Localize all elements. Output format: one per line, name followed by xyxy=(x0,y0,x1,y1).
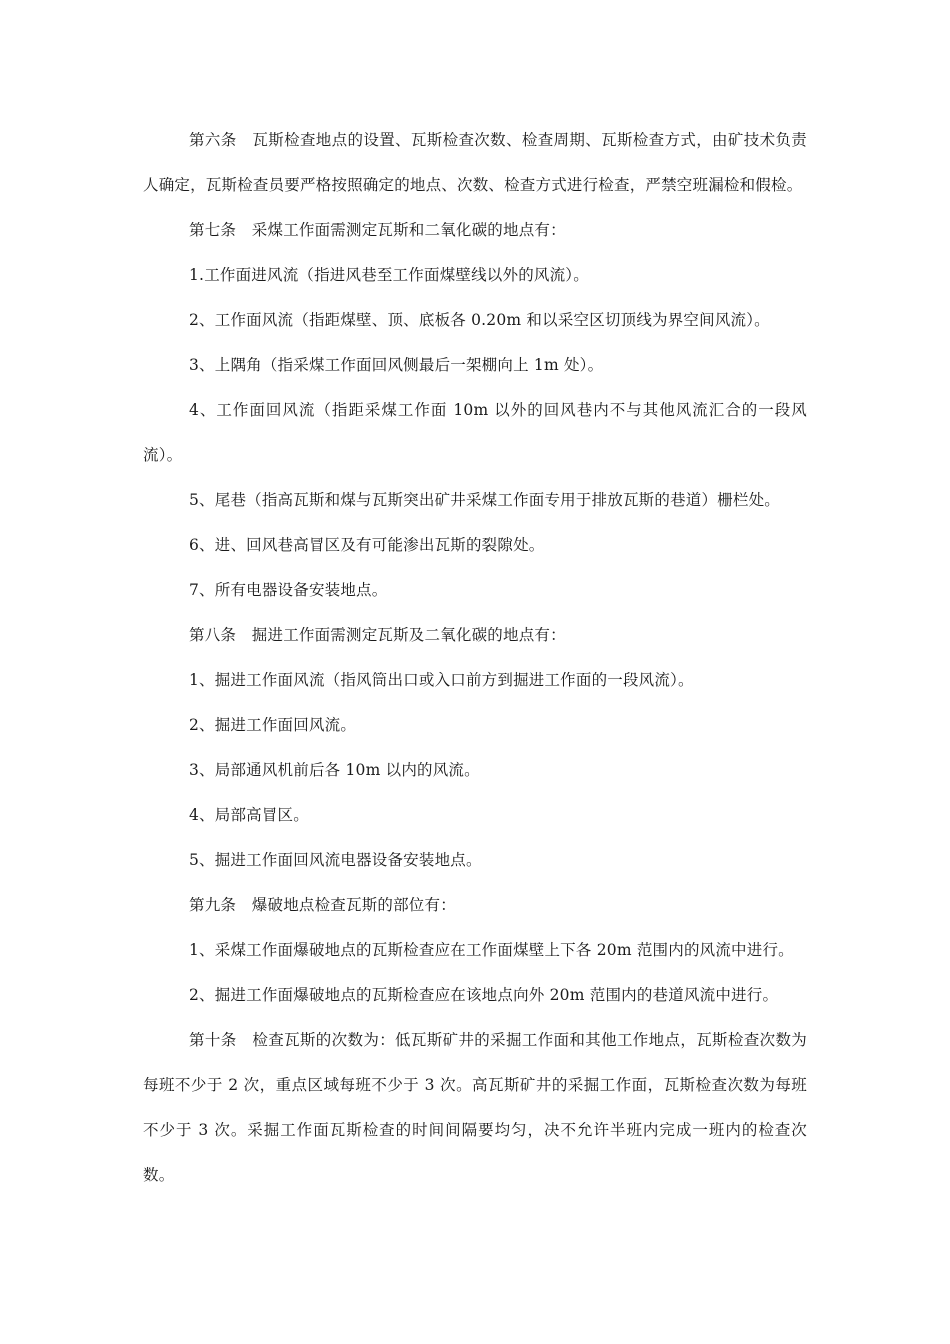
article-7-item-2: 2、工作面风流（指距煤壁、顶、底板各 0.20m 和以采空区切顶线为界空间风流）。 xyxy=(189,311,770,329)
article-7-item-1: 1.工作面进风流（指进风巷至工作面煤壁线以外的风流）。 xyxy=(189,266,589,284)
article-7-item-6: 6、进、回风巷高冒区及有可能渗出瓦斯的裂隙处。 xyxy=(189,536,545,554)
article-10-paragraph: 第十条 检查瓦斯的次数为：低瓦斯矿井的采掘工作面和其他工作地点，瓦斯检查次数为每班不少于 2 次，重点区域每班不少于 3 次。高瓦斯矿井的采掘工作面，瓦斯检查次数为每班不少于 3 次。采掘工作面瓦斯检查的时间间隔要均匀，决不允许半班内完成一班内的检查次数。 xyxy=(143,1031,807,1184)
article-7-heading: 第七条 采煤工作面需测定瓦斯和二氧化碳的地点有： xyxy=(189,221,566,239)
article-6-paragraph: 第六条 瓦斯检查地点的设置、瓦斯检查次数、检查周期、瓦斯检查方式，由矿技术负责人确定，瓦斯检查员要严格按照确定的地点、次数、检查方式进行检查，严禁空班漏检和假检。 xyxy=(143,131,807,194)
article-8-item-2: 2、掘进工作面回风流。 xyxy=(189,716,357,734)
article-8-item-3: 3、局部通风机前后各 10m 以内的风流。 xyxy=(189,761,480,779)
article-8-heading: 第八条 掘进工作面需测定瓦斯及二氧化碳的地点有： xyxy=(189,626,566,644)
article-7-item-3: 3、上隅角（指采煤工作面回风侧最后一架棚向上 1m 处）。 xyxy=(189,356,604,374)
article-8-item-5: 5、掘进工作面回风流电器设备安装地点。 xyxy=(189,851,482,869)
article-9-heading: 第九条 爆破地点检查瓦斯的部位有： xyxy=(189,896,456,914)
article-7-item-4: 4、工作面回风流（指距采煤工作面 10m 以外的回风巷内不与其他风流汇合的一段风流）。 xyxy=(143,401,807,464)
article-7-item-7: 7、所有电器设备安装地点。 xyxy=(189,581,388,599)
article-8-item-4: 4、局部高冒区。 xyxy=(189,806,309,824)
article-8-item-1: 1、掘进工作面风流（指风筒出口或入口前方到掘进工作面的一段风流）。 xyxy=(189,671,694,689)
article-9-item-1: 1、采煤工作面爆破地点的瓦斯检查应在工作面煤壁上下各 20m 范围内的风流中进行。 xyxy=(189,941,794,959)
document-body xyxy=(143,118,807,1198)
article-7-item-5: 5、尾巷（指高瓦斯和煤与瓦斯突出矿井采煤工作面专用于排放瓦斯的巷道）栅栏处。 xyxy=(189,491,780,509)
article-9-item-2: 2、掘进工作面爆破地点的瓦斯检查应在该地点向外 20m 范围内的巷道风流中进行。 xyxy=(189,986,779,1004)
